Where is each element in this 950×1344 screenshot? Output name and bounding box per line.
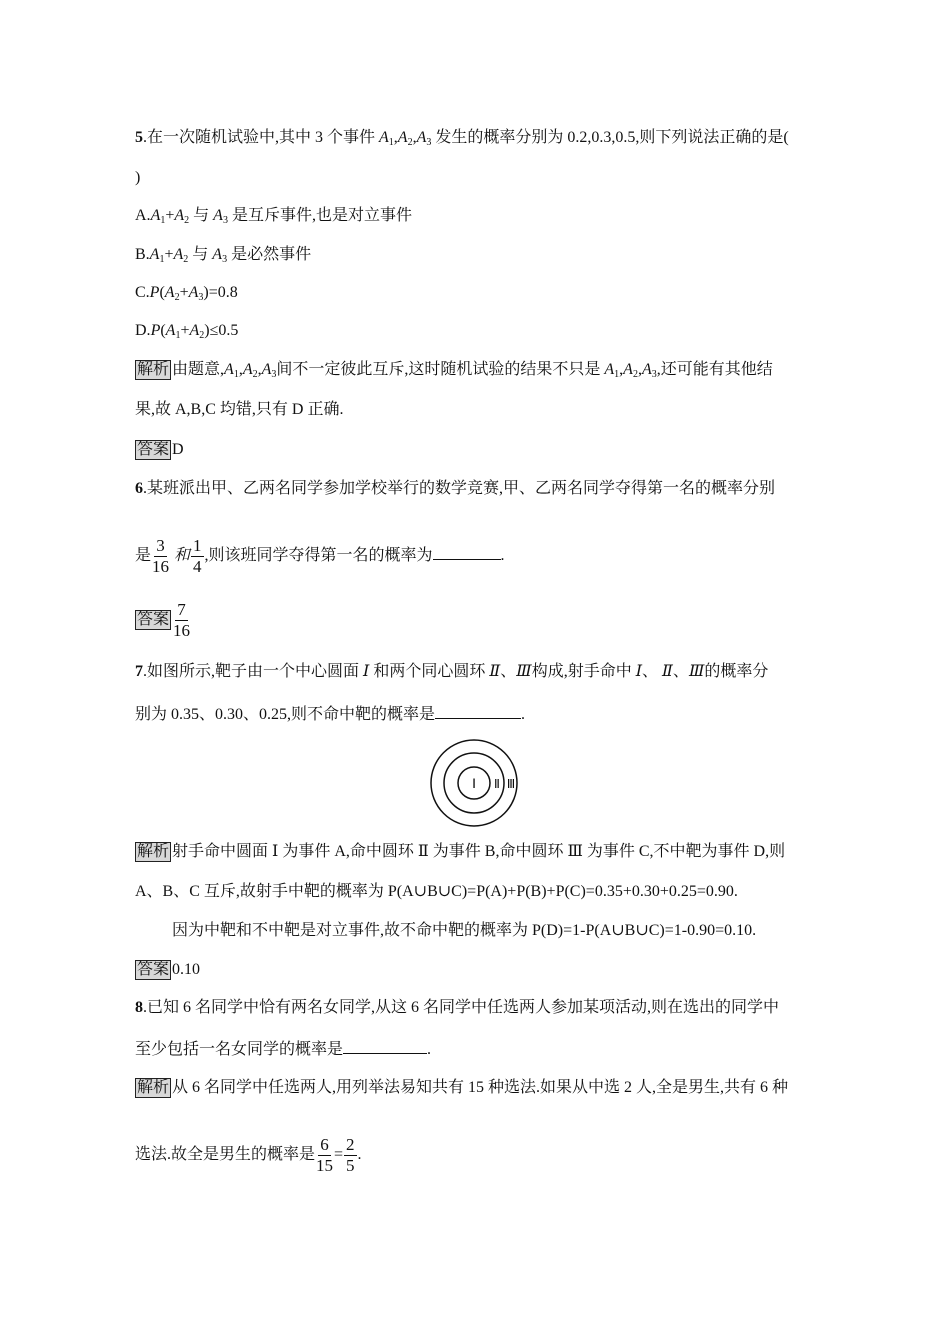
analysis-tag: 解析: [137, 843, 170, 860]
answer-tag: 答案: [137, 611, 170, 629]
q7-analysis: 解析 射手命中圆面 Ⅰ 为事件 A,命中圆环 Ⅱ 为事件 B,命中圆环 Ⅲ 为事件 C,不中靶为事件 D,则: [137, 843, 786, 860]
q7-stem: 7.如图所示,靶子由一个中心圆面 Ⅰ 和两个同心圆环 Ⅱ、Ⅲ构成,射手命中 Ⅰ、 Ⅱ、Ⅲ的概率分: [135, 663, 769, 680]
q5-analysis: 解析 由题意$,A_1,A_2,A_3$间不一定彼此互斥,这时随机试验的结果不只是 $A_1,A_2,A_3$,还可能有其他结: [137, 361, 773, 380]
ring-label-3: Ⅲ: [506, 777, 516, 791]
answer-tag: 答案: [137, 441, 170, 458]
fraction: $\frac{3}{16}$: [152, 536, 170, 576]
answer-blank: [433, 545, 501, 560]
q5-answer: 答案 D: [137, 441, 184, 458]
q7-analysis-cont2: 因为中靶和不中靶是对立事件,故不命中靶的概率为 P(D)=1-P(A∪B∪C)=1-0.90=0.10.: [172, 922, 757, 939]
fraction: $\frac{6}{15}$: [316, 1135, 334, 1175]
ring-label-2: Ⅱ: [494, 777, 500, 791]
analysis-tag: 解析: [137, 361, 170, 378]
fraction: $\frac{1}{4}$: [193, 536, 202, 576]
q5-option-a: $A.A_1+A_2$ 与 $A_3$ 是互斥事件,也是对立事件: [135, 207, 412, 226]
q6-number: 6: [135, 480, 143, 497]
q8-number: 8: [135, 999, 143, 1016]
q6-stem-cont: 是 $\frac{3}{16}$ 和 $\frac{1}{4}$ ,则该班同学夺得第一名的概率为 .: [135, 536, 505, 576]
q5-option-d: $D.P(A_1+A_2)\le 0.5$: [135, 322, 239, 341]
q8-analysis-cont: 选法.故全是男生的概率是 $\frac{6}{15}$ = $\frac{2}{5}$ .: [135, 1135, 362, 1175]
ring-label-1: Ⅰ: [472, 776, 476, 791]
q6-stem: 6.某班派出甲、乙两名同学参加学校举行的数学竞赛,甲、乙两名同学夺得第一名的概率分别: [135, 480, 776, 497]
fraction: $\frac{7}{16}$: [173, 600, 191, 640]
analysis-tag: 解析: [137, 1079, 170, 1096]
q6-answer: [135, 600, 191, 641]
q8-stem: 8.已知 6 名同学中恰有两名女同学,从这 6 名同学中任选两人参加某项活动,则在选出的同学中: [135, 999, 780, 1016]
q5-option-c: $C.P(A_2+A_3)=0.8$: [135, 284, 238, 303]
q7-number: 7: [135, 663, 143, 680]
q5-stem: 5.在一次随机试验中,其中 3 个事件 $A_1,A_2,A_3$ 发生的概率分别为 0.2,0.3,0.5,则下列说法正确的是(: [135, 129, 789, 148]
q5-number: 5: [135, 129, 143, 146]
target-figure: [427, 738, 523, 828]
fraction: $\frac{2}{5}$: [346, 1135, 355, 1175]
answer-blank: [343, 1039, 427, 1054]
q5-option-b: $B.A_1+A_2$ 与 $A_3$ 是必然事件: [135, 246, 312, 265]
answer-blank: [435, 704, 521, 719]
q8-analysis: 解析 从 6 名同学中任选两人,用列举法易知共有 15 种选法.如果从中选 2 人,全是男生,共有 6 种: [137, 1079, 789, 1096]
answer-tag: 答案: [137, 961, 170, 978]
q5-stem-close: ): [135, 169, 141, 186]
q7-analysis-cont: A、B、C 互斥,故射手中靶的概率为 P(A∪B∪C)=P(A)+P(B)+P(C)=0.35+0.30+0.25=0.90.: [135, 883, 738, 900]
q7-stem-cont: 别为 0.35、0.30、0.25,则不命中靶的概率是 .: [135, 706, 526, 723]
q5-analysis-cont: 果,故 A,B,C 均错,只有 D 正确.: [135, 401, 344, 418]
q8-stem-cont: 至少包括一名女同学的概率是 .: [135, 1041, 432, 1058]
q7-answer: 答案 0.10: [137, 961, 201, 978]
